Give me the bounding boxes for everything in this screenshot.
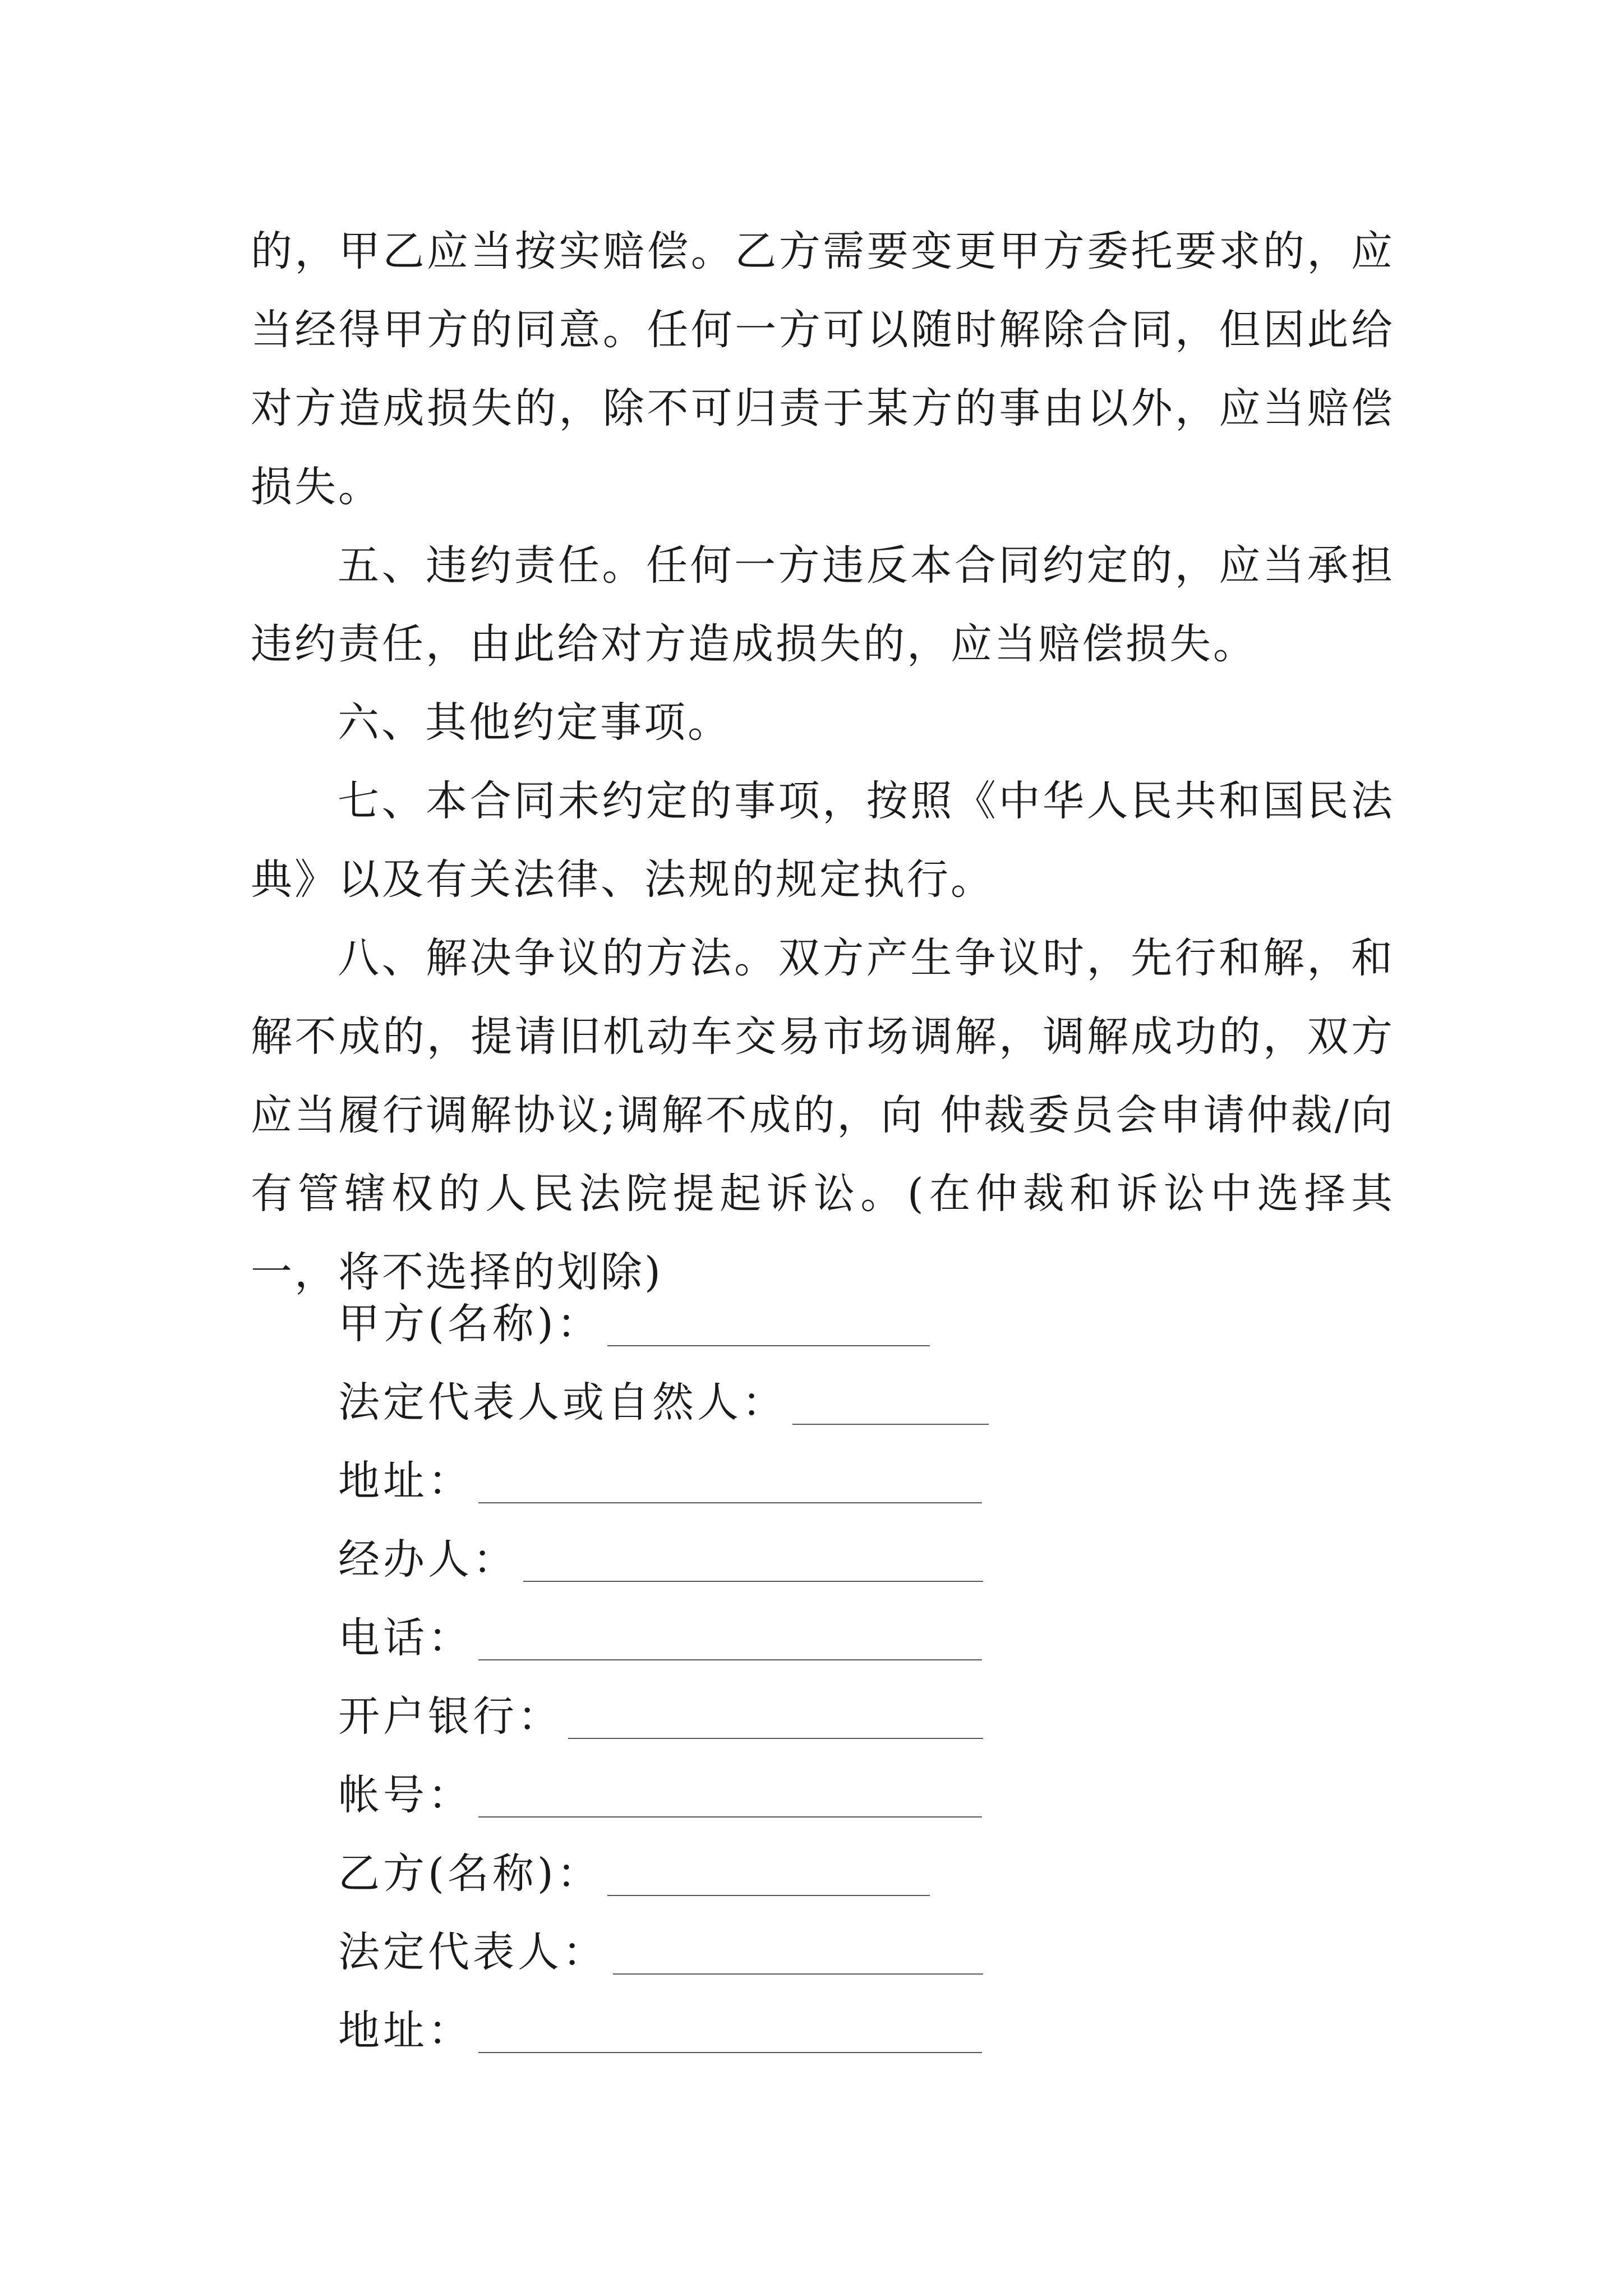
- party-a-bank-field: [338, 1681, 1067, 1759]
- party-a-account-label: 帐号：: [338, 1771, 473, 1819]
- party-b-rep-blank[interactable]: [613, 1973, 983, 1975]
- party-a-address-blank[interactable]: [478, 1502, 982, 1503]
- party-b-address-field: [338, 1995, 1067, 2073]
- party-a-address-label: 地址：: [338, 1457, 473, 1505]
- party-b-name-blank[interactable]: [607, 1895, 930, 1896]
- paragraph-dispute-resolution: 八、解决争议的方法。双方产生争议时，先行和解，和解不成的，提请旧机动车交易市场调解，调解成功的，双方应当履行调解协议;调解不成的，向 仲裁委员会申请仲裁/向有管辖权的人民法院提起诉讼。(在仲裁和诉讼中选择其一，将不选择的划除): [251, 934, 1395, 1296]
- party-a-agent-field: [338, 1524, 1067, 1602]
- party-a-agent-blank[interactable]: [523, 1581, 983, 1582]
- party-b-name-label: 乙方(名称)：: [338, 1849, 602, 1898]
- paragraph-compensation: 的，甲乙应当按实赔偿。乙方需要变更甲方委托要求的，应当经得甲方的同意。任何一方可以随时解除合同，但因此给对方造成损失的，除不可归责于某方的事由以外，应当赔偿损失。: [251, 227, 1395, 511]
- paragraph-applicable-law: 七、本合同未约定的事项，按照《中华人民共和国民法典》以及有关法律、法规的规定执行。: [251, 777, 1395, 904]
- party-a-bank-label: 开户银行：: [338, 1692, 562, 1741]
- party-a-rep-blank[interactable]: [792, 1424, 989, 1425]
- paragraph-other-matters: 六、其他约定事项。: [338, 698, 731, 747]
- party-a-phone-label: 电话：: [338, 1614, 473, 1662]
- party-a-address-field: [338, 1445, 1067, 1524]
- party-a-phone-field: [338, 1602, 1067, 1681]
- party-a-bank-blank[interactable]: [568, 1738, 983, 1739]
- party-a-rep-field: [338, 1366, 1067, 1445]
- party-b-rep-label: 法定代表人：: [338, 1928, 607, 1976]
- party-b-address-blank[interactable]: [478, 2052, 982, 2053]
- party-a-agent-label: 经办人：: [338, 1535, 518, 1584]
- party-a-name-field: [338, 1288, 1067, 1366]
- party-a-name-blank[interactable]: [607, 1345, 930, 1346]
- party-a-rep-label: 法定代表人或自然人：: [338, 1378, 787, 1427]
- paragraph-breach-liability: 五、违约责任。任何一方违反本合同约定的，应当承担违约责任，由此给对方造成损失的，应当赔偿损失。: [251, 541, 1395, 668]
- party-b-rep-field: [338, 1916, 1067, 1995]
- party-a-name-label: 甲方(名称)：: [338, 1300, 602, 1348]
- party-a-phone-blank[interactable]: [478, 1659, 982, 1660]
- party-a-account-field: [338, 1759, 1067, 1838]
- signature-fields: [338, 1288, 1067, 2073]
- party-b-address-label: 地址：: [338, 2007, 473, 2055]
- contract-body: [251, 212, 1395, 1312]
- party-b-name-field: [338, 1838, 1067, 1916]
- party-a-account-blank[interactable]: [478, 1816, 982, 1818]
